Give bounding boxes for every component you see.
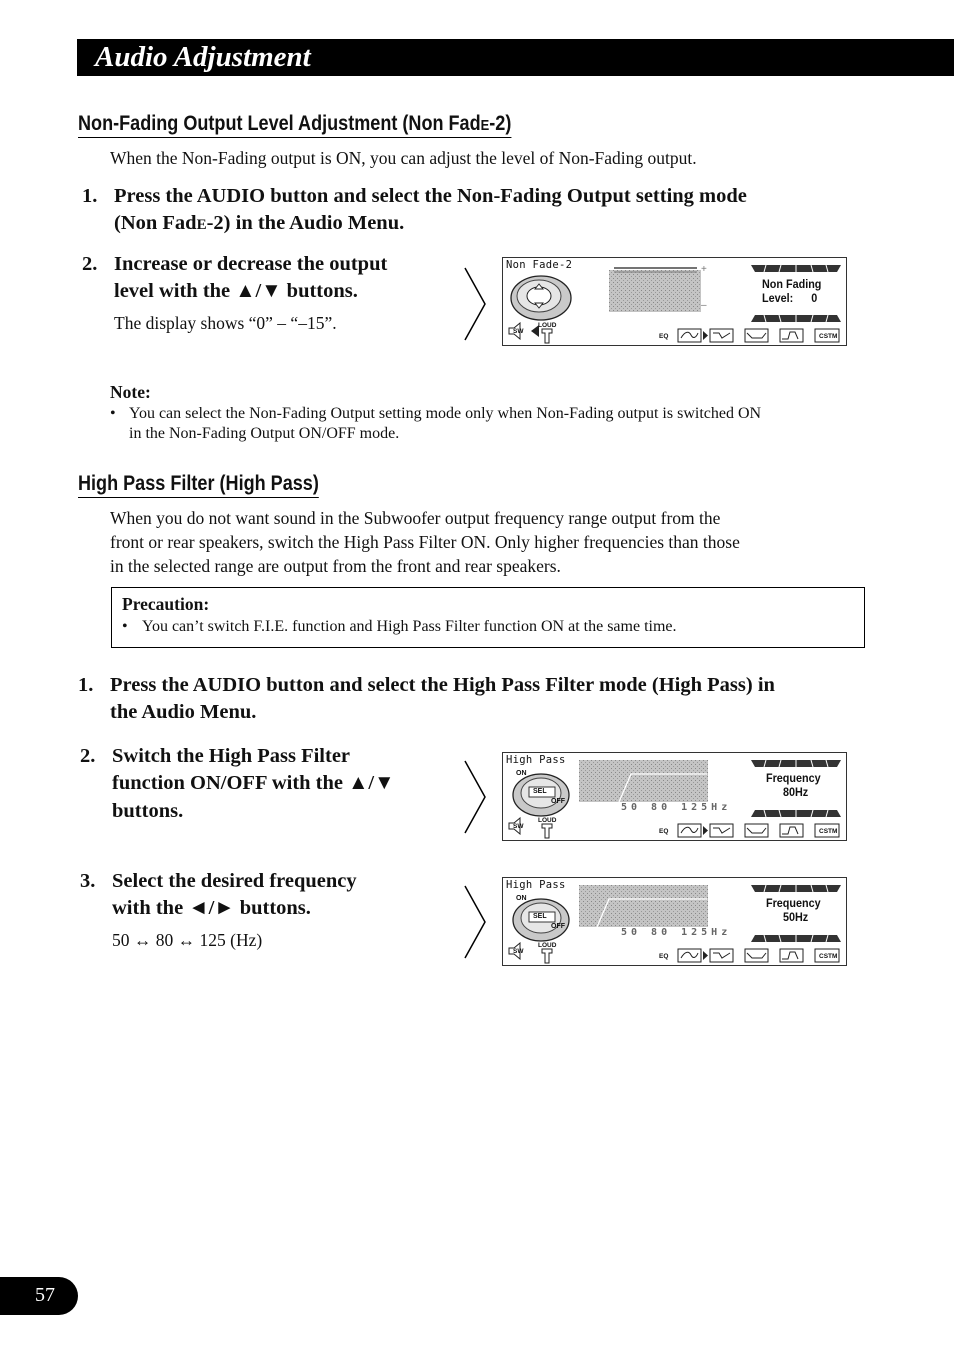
section1-intro: When the Non-Fading output is ON, you can adjust the level of Non-Fading output. [110,148,697,168]
page-title: Audio Adjustment [95,41,311,73]
cstm-label: CSTM [819,333,838,340]
loud-label: LOUD [538,322,557,329]
precaution-box [111,587,865,648]
eq-label: EQ [659,828,669,835]
plus-indicator: + [701,264,707,275]
filter-curve-graph [579,760,709,802]
chevron-right-icon [463,267,487,341]
step-1-nonfade: 1. Press the AUDIO button and select the Non-Fading Output setting mode (Non FadE-2) in the Audio Menu. [82,185,747,234]
eq-label: EQ [659,333,669,340]
section2-intro-line-3: in the selected range are output from the front and rear speakers. [110,556,561,576]
readout-line-2: 80Hz [783,785,809,799]
note-line-2: in the Non-Fading Output ON/OFF mode. [129,425,400,442]
sw-label: SW [513,328,524,335]
section-heading-non-fading: Non-Fading Output Level Adjustment (Non FadE-2) [78,112,511,138]
precaution-text: You can’t switch F.I.E. function and High Pass Filter function ON at the same time. [142,618,677,635]
off-label: OFF [551,798,565,805]
step-3-highpass: 3. Select the desired frequency with the ◄/► buttons. [80,870,357,919]
sel-label: SEL [533,788,547,795]
off-label: OFF [551,923,565,930]
note-bullet: • [110,405,116,422]
joystick-icon [509,272,577,324]
eq-label: EQ [659,953,669,960]
step-2-highpass: 2. Switch the High Pass Filter function ON/OFF with the ▲/▼ buttons. [80,745,395,822]
sw-label: SW [513,948,524,955]
display-title: Non Fade-2 [506,259,573,271]
sel-label: SEL [533,913,547,920]
precaution-title: Precaution: [122,594,210,614]
filter-curve-graph [579,885,709,927]
note-title: Note: [110,382,151,402]
step3-detail: 50 ↔ 80 ↔ 125 (Hz) [112,930,263,950]
lcd-display-high-pass-80 [502,752,847,841]
chevron-right-icon [463,760,487,834]
precaution-bullet: • [122,618,128,635]
loud-icon [539,948,555,964]
step-1-highpass: 1. Press the AUDIO button and select the High Pass Filter mode (High Pass) in the Audio Menu. [78,674,775,723]
section-heading-high-pass: High Pass Filter (High Pass) [78,472,319,498]
step2-detail: The display shows “0” – “–15”. [114,313,337,333]
lcd-display-non-fade [502,257,847,346]
chevron-right-icon [463,885,487,959]
on-label: ON [516,895,527,902]
section2-intro-line-1: When you do not want sound in the Subwoofer output frequency range output from the [110,508,721,528]
note-line-1: You can select the Non-Fading Output setting mode only when Non-Fading output is switched ON [129,405,762,422]
minus-indicator: – [701,300,707,311]
section2-intro-line-2: front or rear speakers, switch the High Pass Filter ON. Only higher frequencies than those [110,532,740,552]
page-number-tab [0,1277,78,1315]
step-2-nonfade: 2. Increase or decrease the output level with the ▲/▼ buttons. [82,253,388,302]
page-number: 57 [35,1284,55,1306]
frequency-scale: 50 80 125Hz [621,802,732,813]
on-label: ON [516,770,527,777]
cstm-label: CSTM [819,953,838,960]
sw-label: SW [513,823,524,830]
lcd-display-high-pass-50 [502,877,847,966]
readout-line-2: 50Hz [783,910,809,924]
level-graph [609,266,703,312]
loud-label: LOUD [538,817,557,824]
readout-line-1: Non Fading [762,277,822,291]
loud-icon [539,328,555,344]
display-title: High Pass [506,879,566,891]
readout-line-1: Frequency [766,896,821,910]
eq-presets-icon [677,948,840,963]
display-title: High Pass [506,754,566,766]
readout-line-1: Frequency [766,771,821,785]
loud-icon [539,823,555,839]
frequency-scale: 50 80 125Hz [621,927,732,938]
loud-label: LOUD [538,942,557,949]
readout-line-2: Level: 0 [762,291,818,305]
eq-presets-icon [677,328,840,343]
eq-presets-icon [677,823,840,838]
cstm-label: CSTM [819,828,838,835]
